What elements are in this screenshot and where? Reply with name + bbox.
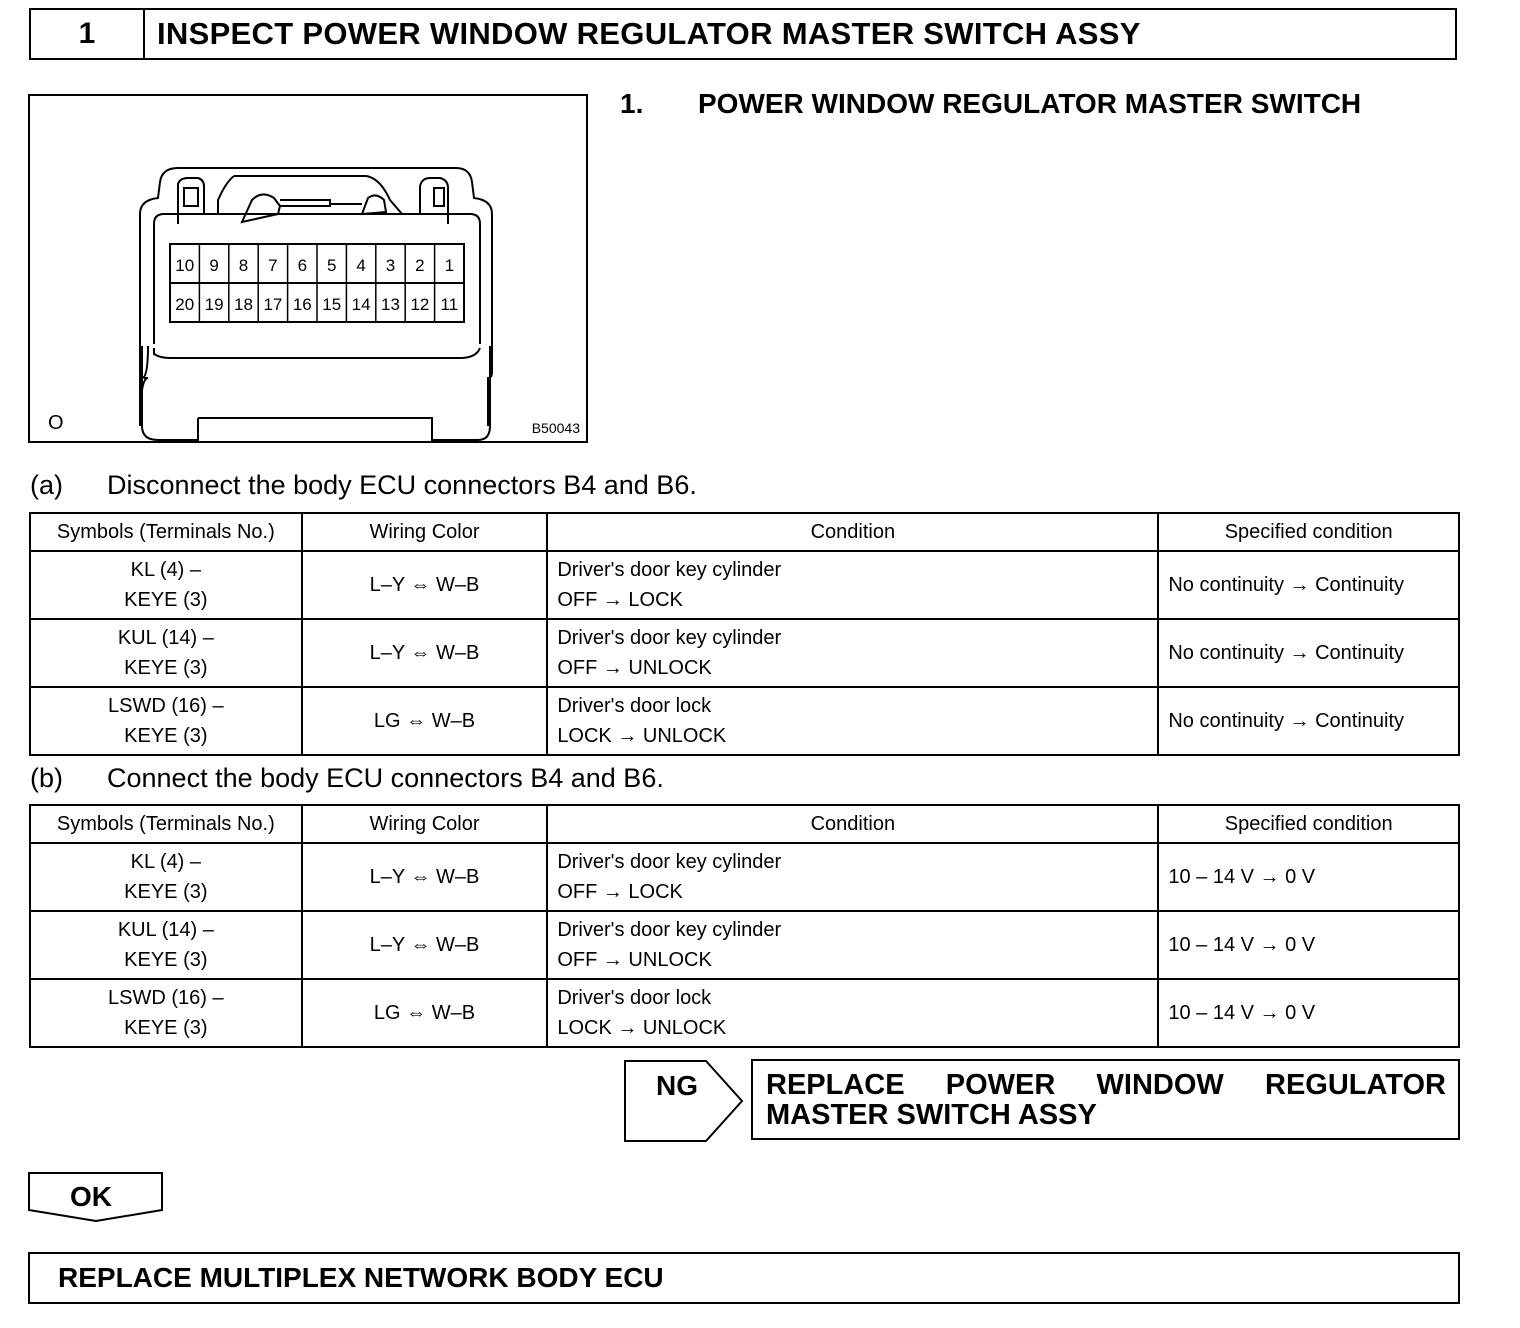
- header-wiring: Wiring Color: [302, 513, 548, 551]
- table-row: [30, 911, 1459, 979]
- specified-cell: No continuity → Continuity: [1158, 619, 1459, 687]
- ng-result-line2: MASTER SWITCH ASSY: [766, 1099, 1097, 1131]
- symbol-line: KUL (14) –: [117, 627, 214, 649]
- wiring-cell: LG ⇔ W–B: [302, 687, 548, 755]
- wiring-cell: L–Y ⇔ W–B: [302, 551, 548, 619]
- condition-line: Driver's door key cylinder: [557, 627, 782, 649]
- figure-mark: O: [48, 412, 64, 434]
- condition-cell: [547, 551, 1158, 619]
- condition-line: OFF → UNLOCK: [557, 949, 712, 971]
- symbol-line: KEYE (3): [124, 1017, 208, 1039]
- final-action-text: REPLACE MULTIPLEX NETWORK BODY ECU: [58, 1262, 664, 1293]
- condition-line: LOCK → UNLOCK: [557, 1017, 727, 1039]
- symbol-line: KL (4) –: [130, 851, 202, 873]
- pin-label: 11: [440, 295, 459, 314]
- wiring-cell: LG ⇔ W–B: [302, 979, 548, 1047]
- pin-label: 5: [326, 256, 337, 275]
- specified-cell: 10 – 14 V → 0 V: [1158, 843, 1459, 911]
- pin-label: 20: [175, 295, 195, 314]
- step-number: 1: [31, 10, 145, 58]
- ng-arrow: [624, 1060, 744, 1142]
- condition-cell: [547, 843, 1158, 911]
- header-condition: Condition: [547, 805, 1158, 843]
- pin-label: 6: [297, 256, 308, 275]
- wiring-cell: L–Y ⇔ W–B: [302, 911, 548, 979]
- header-symbols: Symbols (Terminals No.): [30, 513, 302, 551]
- symbol-line: LSWD (16) –: [108, 987, 224, 1009]
- condition-cell: [547, 619, 1158, 687]
- ng-label: NG: [656, 1070, 698, 1101]
- table-row: [30, 979, 1459, 1047]
- pin-label: 8: [238, 256, 249, 275]
- condition-line: Driver's door lock: [557, 695, 712, 717]
- condition-cell: [547, 911, 1158, 979]
- condition-line: Driver's door key cylinder: [557, 851, 782, 873]
- pin-label: 17: [263, 295, 283, 314]
- header-condition: Condition: [547, 513, 1158, 551]
- specified-cell: 10 – 14 V → 0 V: [1158, 979, 1459, 1047]
- final-action-box: [28, 1252, 1460, 1304]
- step-b-text: Connect the body ECU connectors B4 and B6.: [107, 763, 664, 793]
- header-wiring: Wiring Color: [302, 805, 548, 843]
- condition-line: Driver's door lock: [557, 987, 712, 1009]
- header-symbols: Symbols (Terminals No.): [30, 805, 302, 843]
- specified-cell: 10 – 14 V → 0 V: [1158, 911, 1459, 979]
- step-a-letter: (a): [30, 470, 63, 500]
- step-title: INSPECT POWER WINDOW REGULATOR MASTER SWITCH ASSY: [157, 16, 1141, 51]
- symbols-cell: [30, 911, 302, 979]
- header-specified: Specified condition: [1158, 513, 1459, 551]
- ng-result-box: [751, 1059, 1460, 1140]
- wiring-cell: L–Y ⇔ W–B: [302, 843, 548, 911]
- header-specified: Specified condition: [1158, 805, 1459, 843]
- pin-label: 14: [351, 295, 371, 314]
- step-b-letter: (b): [30, 763, 63, 793]
- wiring-cell: L–Y ⇔ W–B: [302, 619, 548, 687]
- table-row: [30, 687, 1459, 755]
- table-row: [30, 551, 1459, 619]
- condition-line: LOCK → UNLOCK: [557, 725, 727, 747]
- ng-result-line1: REPLACE POWER WINDOW REGULATOR: [766, 1069, 1446, 1101]
- table-b-header: [30, 805, 1459, 843]
- table-row: [30, 843, 1459, 911]
- section-title: [620, 88, 1361, 120]
- symbol-line: LSWD (16) –: [108, 695, 224, 717]
- pin-label: 16: [292, 295, 312, 314]
- specified-cell: No continuity → Continuity: [1158, 551, 1459, 619]
- section-title-text: POWER WINDOW REGULATOR MASTER SWITCH: [698, 88, 1362, 119]
- symbol-line: KL (4) –: [130, 559, 202, 581]
- table-a-header: [30, 513, 1459, 551]
- condition-line: OFF → LOCK: [557, 589, 683, 611]
- symbol-line: KEYE (3): [124, 589, 208, 611]
- pin-label: 3: [385, 256, 396, 275]
- symbol-line: KEYE (3): [124, 657, 208, 679]
- table-row: [30, 619, 1459, 687]
- pin-label: 12: [410, 295, 430, 314]
- condition-line: OFF → UNLOCK: [557, 657, 712, 679]
- condition-line: Driver's door key cylinder: [557, 559, 782, 581]
- table-b: [29, 804, 1460, 1048]
- symbol-line: KEYE (3): [124, 725, 208, 747]
- pin-label: 2: [415, 256, 425, 275]
- condition-cell: [547, 979, 1158, 1047]
- pin-label: 7: [268, 256, 278, 275]
- step-a-text: Disconnect the body ECU connectors B4 and B6.: [107, 470, 697, 500]
- pin-label: 1: [444, 256, 455, 275]
- pin-label: 9: [209, 256, 219, 275]
- ok-label: OK: [70, 1181, 112, 1212]
- pin-label: 13: [381, 295, 400, 314]
- symbols-cell: [30, 979, 302, 1047]
- section-number: 1.: [620, 88, 644, 119]
- symbols-cell: [30, 687, 302, 755]
- step-b: [30, 763, 664, 794]
- pin-label: 15: [322, 295, 342, 314]
- condition-line: Driver's door key cylinder: [557, 919, 782, 941]
- connector-drawing: [30, 96, 586, 441]
- step-a: [30, 470, 697, 501]
- ok-arrow: [28, 1172, 164, 1222]
- symbol-line: KEYE (3): [124, 949, 208, 971]
- symbols-cell: [30, 551, 302, 619]
- condition-cell: [547, 687, 1158, 755]
- pin-label: 19: [204, 295, 224, 314]
- specified-cell: No continuity → Continuity: [1158, 687, 1459, 755]
- step-header: [29, 8, 1457, 60]
- symbol-line: KUL (14) –: [117, 919, 214, 941]
- table-a: [29, 512, 1460, 756]
- pin-label: 18: [234, 295, 253, 314]
- pin-label: 4: [356, 256, 366, 275]
- symbols-cell: [30, 843, 302, 911]
- symbol-line: KEYE (3): [124, 881, 208, 903]
- pin-label: 10: [175, 256, 195, 275]
- condition-line: OFF → LOCK: [557, 881, 683, 903]
- connector-figure: [28, 94, 588, 443]
- symbols-cell: [30, 619, 302, 687]
- figure-code: B50043: [531, 420, 580, 436]
